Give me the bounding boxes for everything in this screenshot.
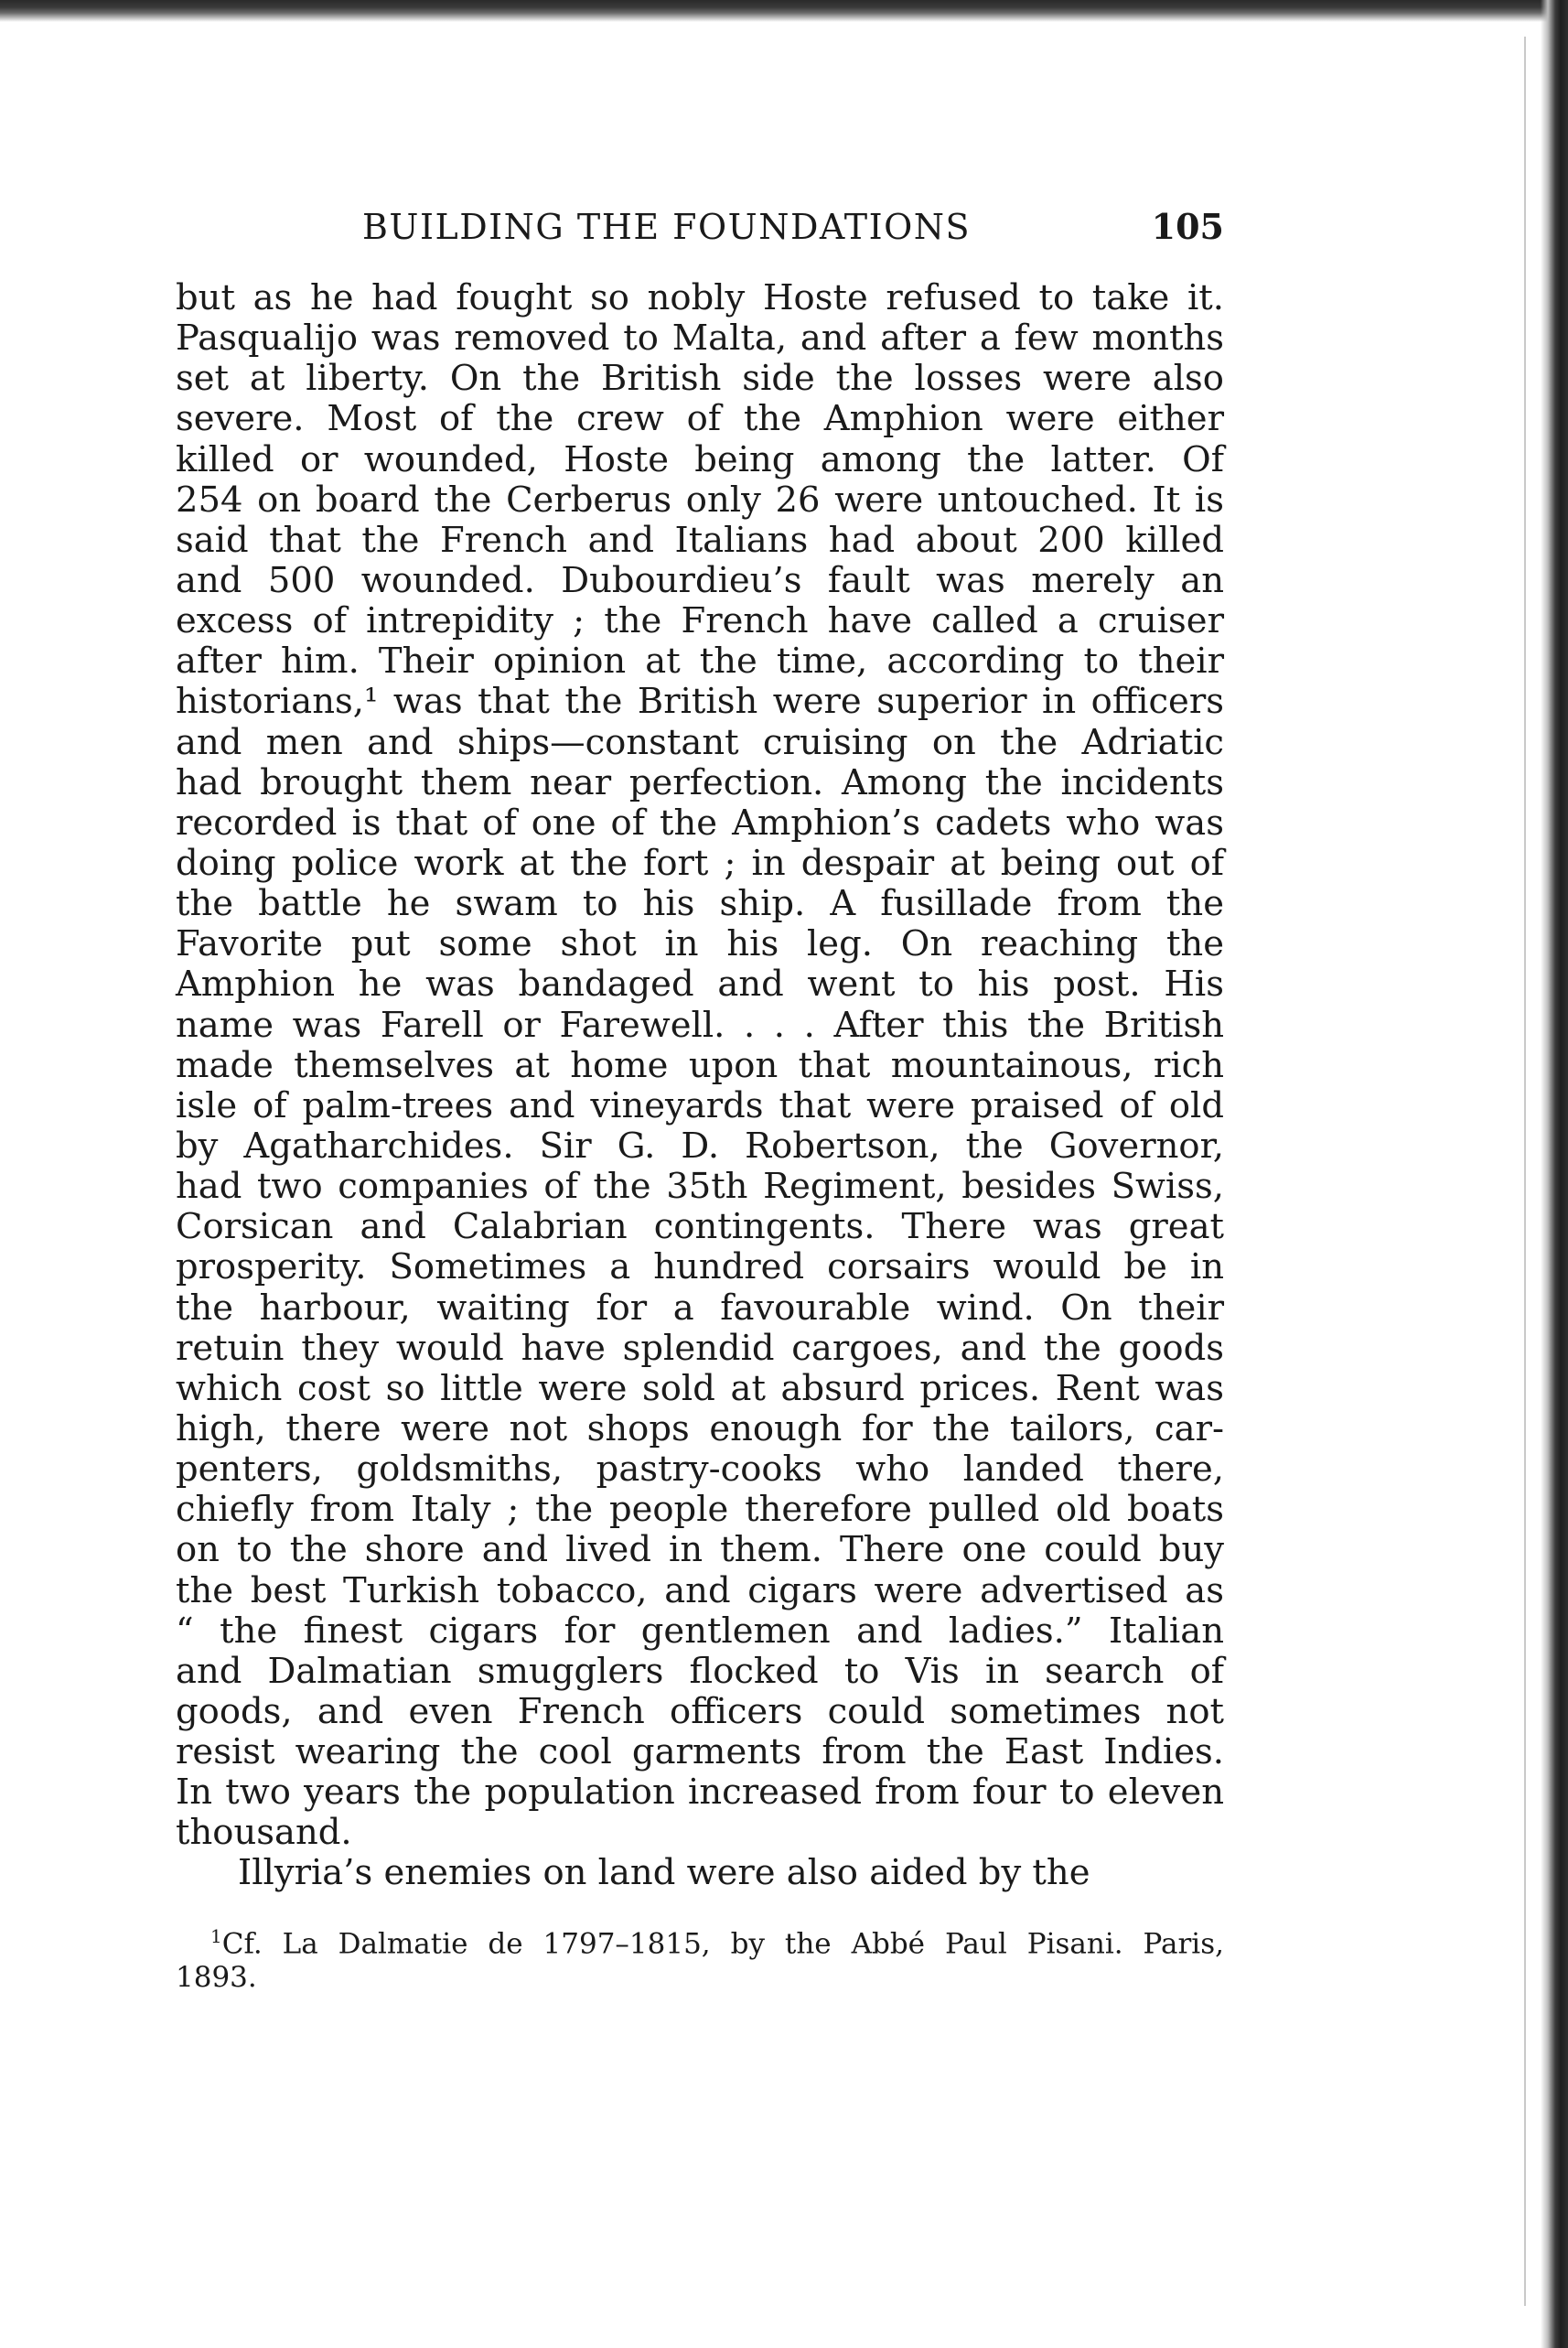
running-title: BUILDING THE FOUNDATIONS — [362, 207, 972, 247]
text-line: said that the French and Italians had about 200 killed — [176, 519, 1224, 561]
text-line: the battle he swam to his ship. A fusillade from the — [176, 883, 1224, 925]
text-line: high, there were not shops enough for the tailors, car- — [176, 1407, 1224, 1449]
footnote-text: Cf. La Dalmatie de 1797–1815, by the Abbé Paul Pisani. Paris, — [221, 1927, 1224, 1961]
text-line: and men and ships—constant cruising on the Adriatic — [176, 721, 1224, 763]
text-line: and Dalmatian smugglers flocked to Vis in search of — [176, 1650, 1224, 1692]
text-line: resist wearing the cool garments from the East Indies. — [176, 1731, 1224, 1773]
scan-right-edge — [1541, 0, 1568, 2348]
text-line: Illyria’s enemies on land were also aided by the — [238, 1852, 1090, 1894]
text-line: killed or wounded, Hoste being among the latter. Of — [176, 438, 1224, 480]
text-line: Favorite put some shot in his leg. On reaching the — [176, 923, 1224, 965]
text-line: after him. Their opinion at the time, according to their — [176, 641, 1224, 683]
text-line: prosperity. Sometimes a hundred corsairs would be in — [176, 1246, 1224, 1288]
text-line: name was Farell or Farewell. . . . After this the British — [176, 1004, 1224, 1046]
text-line: penters, goldsmiths, pastry-cooks who landed there, — [176, 1449, 1224, 1491]
text-line: chiefly from Italy ; the people therefore pulled old boats — [176, 1489, 1224, 1531]
page-number: 105 — [1151, 206, 1224, 247]
footnote-marker: 1 — [210, 1925, 222, 1947]
text-line: thousand. — [176, 1812, 352, 1854]
text-line: had brought them near perfection. Among the incidents — [176, 761, 1224, 803]
footnote — [176, 1920, 1224, 1995]
text-line: excess of intrepidity ; the French have called a cruiser — [176, 600, 1224, 642]
text-line: the best Turkish tobacco, and cigars were advertised as — [176, 1569, 1224, 1611]
text-line: 254 on board the Cerberus only 26 were untouched. It is — [176, 479, 1224, 521]
text-line: made themselves at home upon that mountainous, rich — [176, 1044, 1224, 1086]
text-line: retuin they would have splendid cargoes, and the goods — [176, 1327, 1224, 1369]
body-text — [176, 278, 1224, 1894]
text-line: the harbour, waiting for a favourable wind. On their — [176, 1287, 1224, 1329]
text-line: “ the finest cigars for gentlemen and ladies.” Italian — [176, 1610, 1224, 1652]
text-line: doing police work at the fort ; in despair at being out of — [176, 842, 1224, 884]
text-line: Amphion he was bandaged and went to his post. His — [176, 964, 1224, 1006]
text-line: set at liberty. On the British side the losses were also — [176, 358, 1224, 400]
text-line: had two companies of the 35th Regiment, besides Swiss, — [176, 1166, 1224, 1208]
text-line: isle of palm-trees and vineyards that were praised of old — [176, 1084, 1224, 1126]
text-line: Pasqualijo was removed to Malta, and after a few months — [176, 318, 1224, 360]
text-line: In two years the population increased from four to eleven — [176, 1772, 1224, 1814]
footnote-line: 1893. — [176, 1961, 257, 1995]
text-line: which cost so little were sold at absurd prices. Rent was — [176, 1367, 1224, 1409]
text-line: severe. Most of the crew of the Amphion were either — [176, 398, 1224, 440]
text-line: Corsican and Calabrian contingents. There was great — [176, 1206, 1224, 1248]
text-line: and 500 wounded. Dubourdieu’s fault was merely an — [176, 559, 1224, 601]
scan-gutter-line — [1524, 37, 1526, 2306]
text-line: but as he had fought so nobly Hoste refused to take it. — [176, 277, 1224, 318]
footnote-line — [176, 1920, 1224, 1961]
scan-top-edge — [0, 0, 1568, 22]
text-line: goods, and even French officers could sometimes not — [176, 1690, 1224, 1732]
page-header — [176, 199, 1224, 254]
text-line: recorded is that of one of the Amphion’s cadets who was — [176, 802, 1224, 844]
text-line: on to the shore and lived in them. There one could buy — [176, 1529, 1224, 1571]
text-line: historians,¹ was that the British were superior in officers — [176, 681, 1224, 723]
text-line: by Agatharchides. Sir G. D. Robertson, the Governor, — [176, 1125, 1224, 1167]
